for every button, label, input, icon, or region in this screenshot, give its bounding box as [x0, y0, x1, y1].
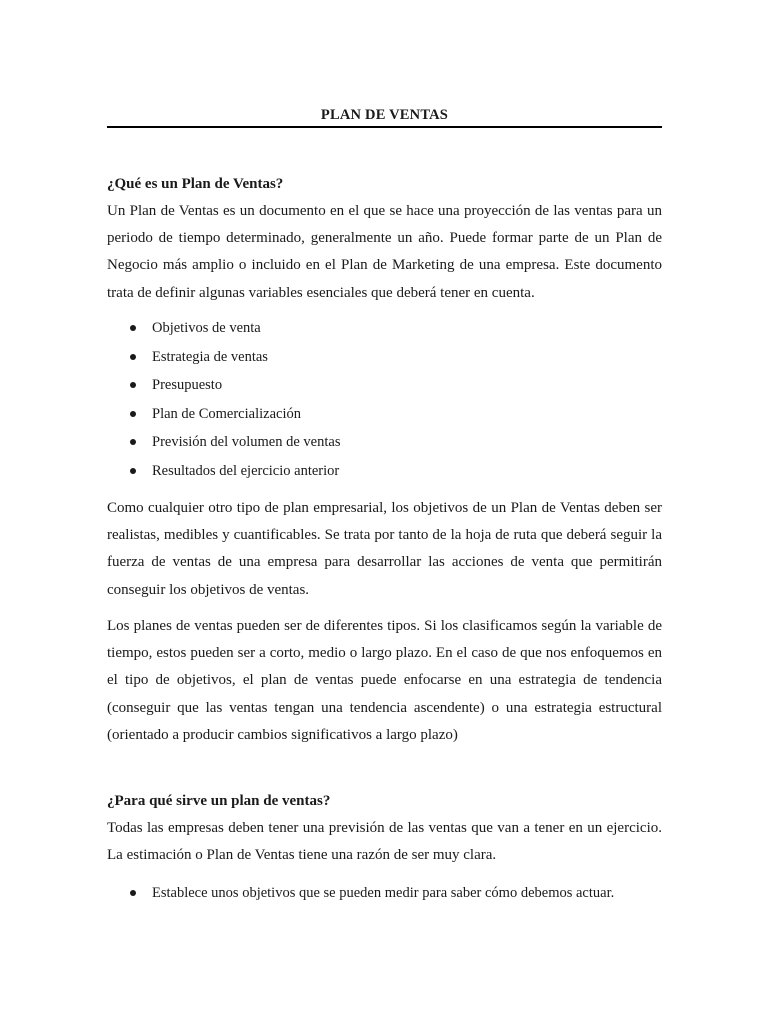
list-item-text: Presupuesto — [152, 377, 223, 394]
list-item-text: Objetivos de venta — [152, 320, 261, 336]
bullet-list — [107, 314, 662, 486]
bullet-icon — [130, 411, 136, 417]
list-item — [107, 428, 662, 457]
list-item — [107, 457, 662, 486]
section-para-que-sirve — [107, 787, 662, 869]
section-que-es — [107, 170, 662, 307]
paragraph: Todas las empresas deben tener una previsión de las ventas que van a tener en un ejercicio. La estimación o Plan de Ventas tiene una razón de ser muy clara. — [107, 820, 662, 864]
paragraph-block — [107, 495, 662, 604]
list-item-text: Establece unos objetivos que se pueden medir para saber cómo debemos actuar. — [152, 885, 615, 901]
list-item — [107, 371, 662, 400]
paragraph: Como cualquier otro tipo de plan empresarial, los objetivos de un Plan de Ventas deben ser realistas, medibles y cuantificables. Se trata por tanto de la hoja de ruta que deberá seguir la fuerza de ventas de una empresa para desarrollar las acciones de venta que permitirán conseguir los objetivos de ventas. — [107, 500, 662, 598]
title-underline — [107, 126, 662, 128]
bullet-icon — [130, 325, 136, 331]
paragraph: Los planes de ventas pueden ser de diferentes tipos. Si los clasificamos según la variable de tiempo, estos pueden ser a corto, medio o largo plazo. En el caso de que nos enfoquemos en el tipo de objetivos, el plan de ventas puede enfocarse en una estrategia de tendencia (conseguir que las ventas tengan una tendencia ascendente) o una estrategia estructural (orientado a producir cambios significativos a largo plazo) — [107, 618, 662, 743]
list-item-text: Plan de Comercialización — [152, 405, 301, 422]
bullet-list — [107, 879, 662, 908]
list-item — [107, 400, 662, 429]
list-item — [107, 314, 662, 343]
section-heading: ¿Para qué sirve un plan de ventas? — [107, 793, 331, 809]
bullet-icon — [130, 468, 136, 474]
bullet-icon — [130, 354, 136, 360]
list-item-text: Estrategia de ventas — [152, 348, 268, 365]
list-item-text: Previsión del volumen de ventas — [152, 434, 341, 451]
document-title: PLAN DE VENTAS — [320, 107, 449, 123]
bullet-icon — [130, 382, 136, 388]
list-item — [107, 879, 662, 908]
paragraph: Un Plan de Ventas es un documento en el que se hace una proyección de las ventas para un periodo de tiempo determinado, generalmente un año. Puede formar parte de un Plan de Negocio más amplio o incluido en el Plan de Marketing de una empresa. Este documento trata de definir algunas variables esenciales que deberá tener en cuenta. — [107, 203, 662, 301]
list-item-text: Resultados del ejercicio anterior — [152, 462, 340, 479]
section-heading: ¿Qué es un Plan de Ventas? — [107, 176, 284, 192]
paragraph-block — [107, 613, 662, 749]
list-item — [107, 343, 662, 372]
bullet-icon — [130, 890, 136, 896]
bullet-icon — [130, 439, 136, 445]
